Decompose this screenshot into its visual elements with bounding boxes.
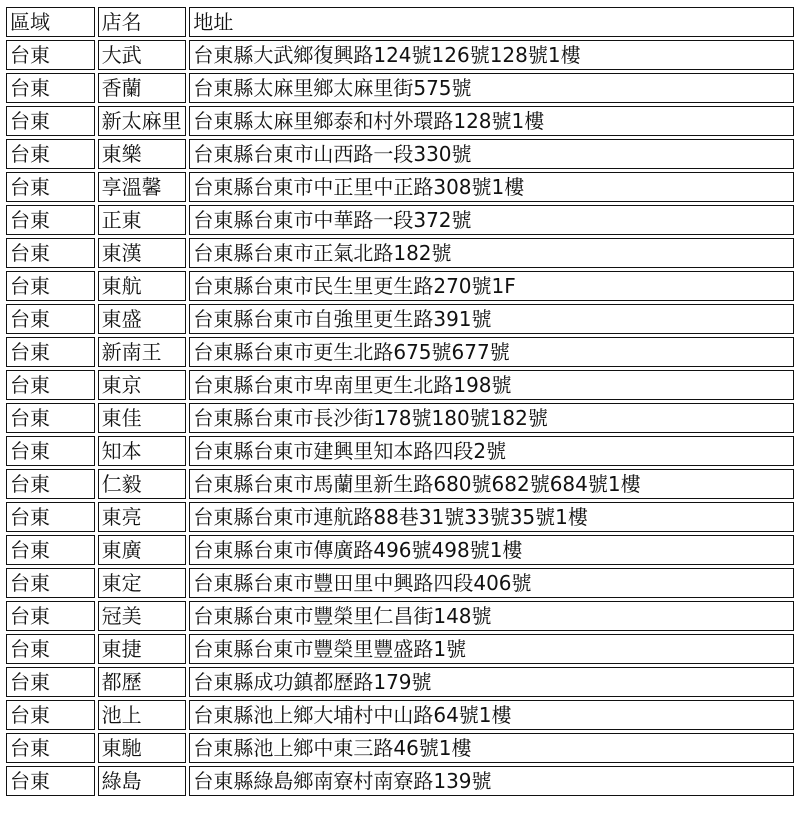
region-cell: 台東 [6,601,95,631]
address-cell: 台東縣台東市豐榮里豐盛路1號 [189,634,794,664]
header-store-name: 店名 [98,7,187,37]
region-cell: 台東 [6,337,95,367]
region-cell: 台東 [6,370,95,400]
address-cell: 台東縣台東市更生北路675號677號 [189,337,794,367]
table-row [6,271,794,301]
table-row [6,436,794,466]
address-cell: 台東縣成功鎮都歷路179號 [189,667,794,697]
store-name-cell: 都歷 [98,667,187,697]
table-row [6,172,794,202]
address-cell: 台東縣太麻里鄉太麻里街575號 [189,73,794,103]
region-cell: 台東 [6,733,95,763]
store-name-cell: 綠島 [98,766,187,796]
address-cell: 台東縣台東市山西路一段330號 [189,139,794,169]
store-name-cell: 新南王 [98,337,187,367]
store-name-cell: 新太麻里 [98,106,187,136]
address-cell: 台東縣台東市傳廣路496號498號1樓 [189,535,794,565]
address-cell: 台東縣台東市中華路一段372號 [189,205,794,235]
store-name-cell: 東樂 [98,139,187,169]
region-cell: 台東 [6,139,95,169]
address-cell: 台東縣台東市自強里更生路391號 [189,304,794,334]
store-name-cell: 東亮 [98,502,187,532]
table-row [6,205,794,235]
table-row [6,700,794,730]
region-cell: 台東 [6,40,95,70]
table-row [6,601,794,631]
region-cell: 台東 [6,106,95,136]
store-rows [6,40,794,796]
table-row [6,40,794,70]
address-cell: 台東縣台東市馬蘭里新生路680號682號684號1樓 [189,469,794,499]
table-row [6,502,794,532]
table-row [6,667,794,697]
region-cell: 台東 [6,700,95,730]
store-name-cell: 東定 [98,568,187,598]
table-row [6,733,794,763]
address-cell: 台東縣台東市連航路88巷31號33號35號1樓 [189,502,794,532]
region-cell: 台東 [6,238,95,268]
region-cell: 台東 [6,436,95,466]
store-name-cell: 正東 [98,205,187,235]
address-cell: 台東縣台東市卑南里更生北路198號 [189,370,794,400]
header-row [6,7,794,37]
table-row [6,634,794,664]
store-name-cell: 東京 [98,370,187,400]
store-table [3,4,797,799]
store-name-cell: 東航 [98,271,187,301]
store-name-cell: 東馳 [98,733,187,763]
region-cell: 台東 [6,469,95,499]
table-row [6,766,794,796]
address-cell: 台東縣台東市民生里更生路270號1F [189,271,794,301]
region-cell: 台東 [6,73,95,103]
region-cell: 台東 [6,535,95,565]
region-cell: 台東 [6,172,95,202]
header-address: 地址 [189,7,794,37]
table-row [6,568,794,598]
store-name-cell: 冠美 [98,601,187,631]
header-region: 區域 [6,7,95,37]
address-cell: 台東縣太麻里鄉泰和村外環路128號1樓 [189,106,794,136]
region-cell: 台東 [6,634,95,664]
table-row [6,337,794,367]
region-cell: 台東 [6,568,95,598]
address-cell: 台東縣台東市豐榮里仁昌街148號 [189,601,794,631]
region-cell: 台東 [6,271,95,301]
table-row [6,238,794,268]
table-row [6,370,794,400]
store-name-cell: 東佳 [98,403,187,433]
address-cell: 台東縣台東市豐田里中興路四段406號 [189,568,794,598]
store-name-cell: 東漢 [98,238,187,268]
table-row [6,403,794,433]
store-name-cell: 知本 [98,436,187,466]
store-name-cell: 享溫馨 [98,172,187,202]
store-name-cell: 池上 [98,700,187,730]
store-name-cell: 東廣 [98,535,187,565]
region-cell: 台東 [6,205,95,235]
region-cell: 台東 [6,667,95,697]
table-row [6,106,794,136]
address-cell: 台東縣池上鄉大埔村中山路64號1樓 [189,700,794,730]
address-cell: 台東縣綠島鄉南寮村南寮路139號 [189,766,794,796]
store-name-cell: 東捷 [98,634,187,664]
store-name-cell: 仁毅 [98,469,187,499]
store-name-cell: 東盛 [98,304,187,334]
table-row [6,304,794,334]
address-cell: 台東縣池上鄉中東三路46號1樓 [189,733,794,763]
address-cell: 台東縣台東市正氣北路182號 [189,238,794,268]
table-row [6,139,794,169]
table-row [6,469,794,499]
table-row [6,73,794,103]
store-name-cell: 大武 [98,40,187,70]
address-cell: 台東縣台東市中正里中正路308號1樓 [189,172,794,202]
region-cell: 台東 [6,403,95,433]
store-name-cell: 香蘭 [98,73,187,103]
region-cell: 台東 [6,502,95,532]
region-cell: 台東 [6,304,95,334]
table-row [6,535,794,565]
address-cell: 台東縣台東市建興里知本路四段2號 [189,436,794,466]
address-cell: 台東縣台東市長沙街178號180號182號 [189,403,794,433]
address-cell: 台東縣大武鄉復興路124號126號128號1樓 [189,40,794,70]
region-cell: 台東 [6,766,95,796]
